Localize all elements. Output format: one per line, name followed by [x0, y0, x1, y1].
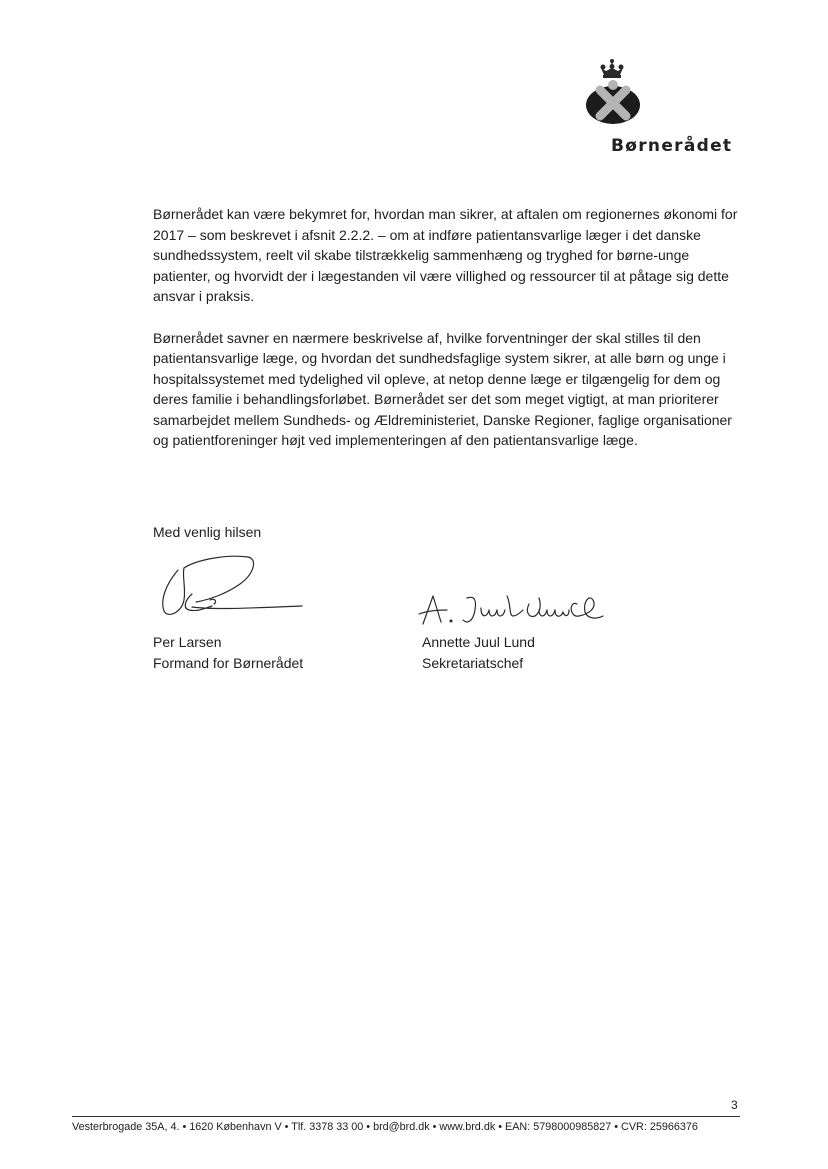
closing-salutation: Med venlig hilsen: [153, 524, 262, 540]
body-paragraph: Børnerådet savner en nærmere beskrivelse af, hvilke forventninger der skal stilles til den patientansvarlige læge, og hvordan det sundhedsfaglige system sikrer, at alle børn og unge i hospitalssystemet med tydelighed vil opleve, at netop denne læge er tilgængelig for dem og deres familie i behandlingsforløbet. Børnerådet ser det som meget vigtigt, at man prioriterer samarbejdet mellem Sundheds- og Ældreministeriet, Danske Regioner, faglige organisationer og patientforeninger højt ved implementeringen af den patientansvarlige læge.: [153, 329, 732, 448]
signatory-title: Sekretariatschef: [422, 655, 524, 671]
crown-cross-logo-icon: [582, 58, 658, 128]
signatory-title: Formand for Børnerådet: [153, 655, 304, 671]
signatory-name: Per Larsen: [153, 634, 222, 650]
body-paragraph: Børnerådet kan være bekymret for, hvordan man sikrer, at aftalen om regionernes økonomi for 2017 – som beskrevet i afsnit 2.2.2. – om at indføre patientansvarlige læger i det danske sundhedssystem, reelt vil skabe tilstrækkelig sammenhæng og tryghed for børne-unge patienter, og hvorvidt der i lægestanden vil være villighed og ressourcer til at påtage sig dette ansvar i praksis.: [153, 206, 738, 304]
brand-name: Børnerådet: [611, 136, 733, 156]
signatory-name: Annette Juul Lund: [422, 634, 535, 650]
letter-body: [153, 204, 743, 472]
handwritten-signature-annette-juul-lund: [417, 590, 607, 630]
signatory-annette-juul-lund: [422, 632, 535, 674]
handwritten-signature-per-larsen: [152, 548, 307, 623]
footer-divider: [72, 1116, 740, 1117]
signatory-per-larsen: [153, 632, 303, 674]
footer-contact-info: Vesterbrogade 35A, 4. • 1620 København V • Tlf. 3378 33 00 • brd@brd.dk • www.brd.dk • EAN: 5798000985827 • CVR: 25966376: [72, 1121, 698, 1133]
page-number: 3: [731, 1098, 738, 1112]
